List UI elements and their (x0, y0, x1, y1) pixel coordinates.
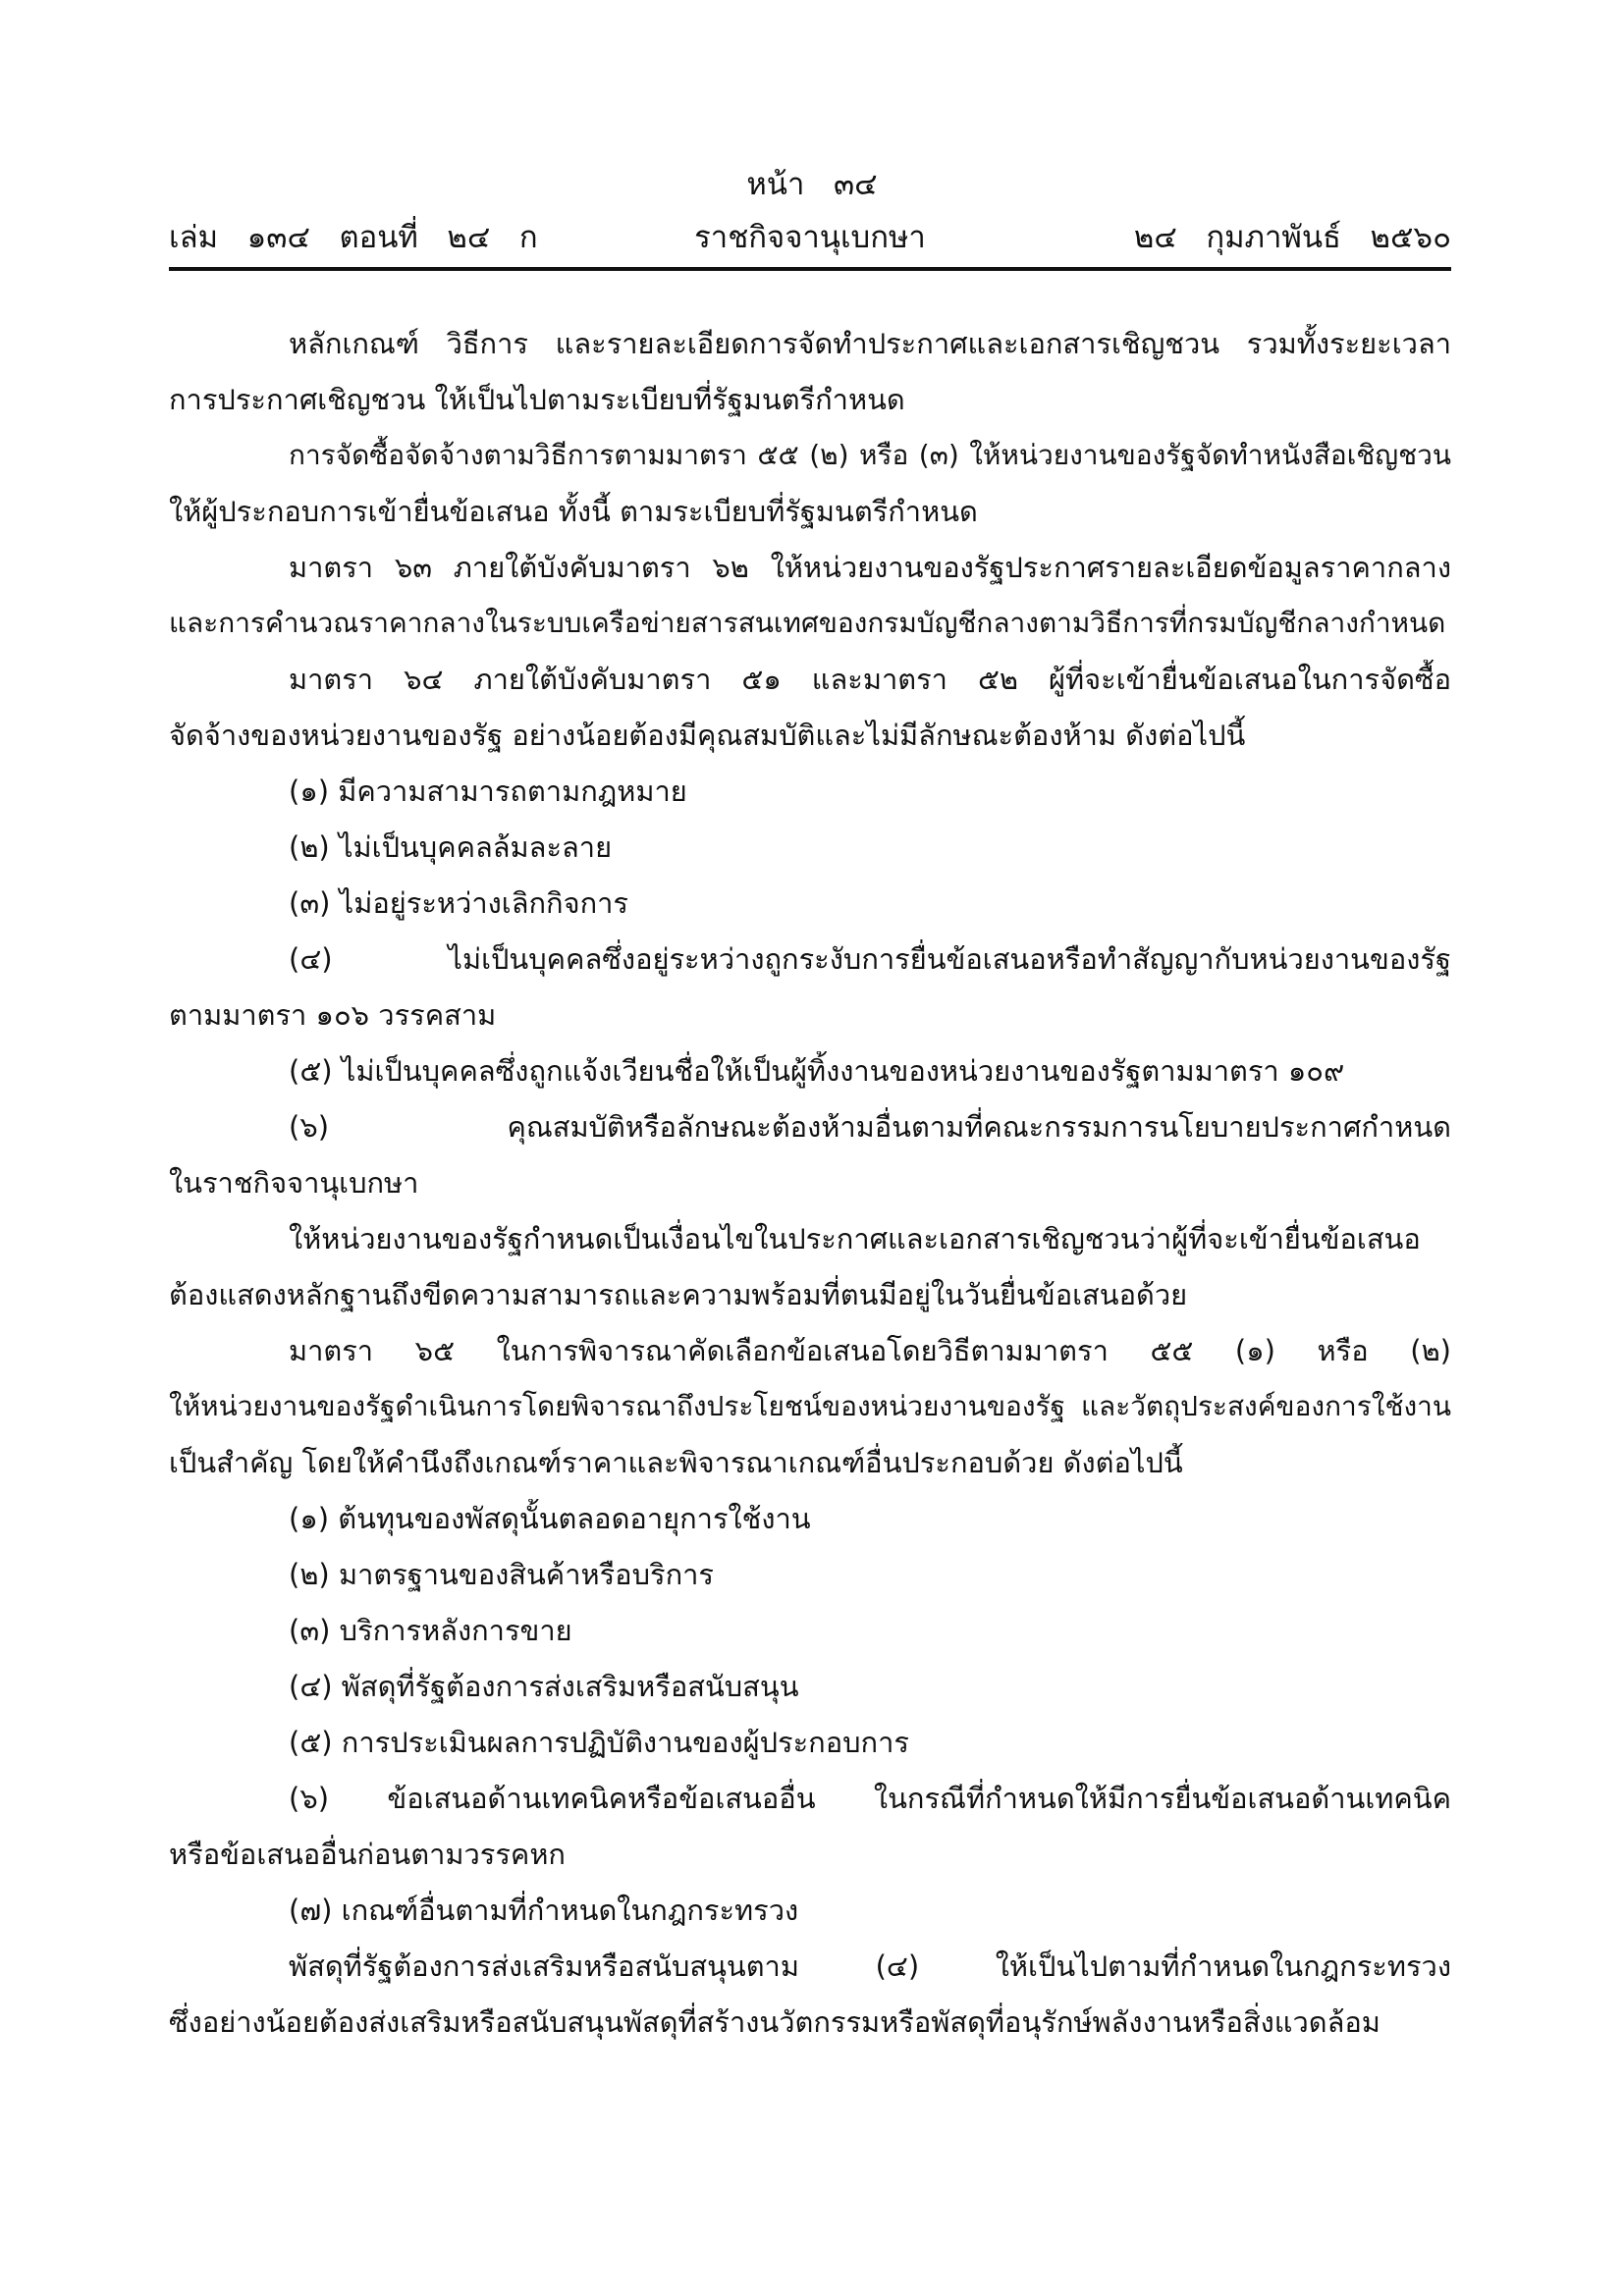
list-item: (๑) มีความสามารถตามกฎหมาย (289, 774, 687, 808)
section-63-line: มาตรา ๖๓ ภายใต้บังคับมาตรา ๖๒ ให้หน่วยงานของรัฐประกาศรายละเอียดข้อมูลราคากลาง (289, 551, 1451, 584)
body-line: และการคำนวณราคากลางในระบบเครือข่ายสารสนเทศของกรมบัญชีกลางตามวิธีการที่กรมบัญชีกลางกำหนด (169, 607, 1446, 639)
body-line: ในราชกิจจานุเบกษา (169, 1166, 419, 1200)
body-line: เป็นสำคัญ โดยให้คำนึงถึงเกณฑ์ราคาและพิจารณาเกณฑ์อื่นประกอบด้วย ดังต่อไปนี้ (169, 1446, 1183, 1479)
list-item: (๔) พัสดุที่รัฐต้องการส่งเสริมหรือสนับสนุน (289, 1670, 799, 1703)
body-line: การจัดซื้อจัดจ้างตามวิธีการตามมาตรา ๕๕ (๒) หรือ (๓) ให้หน่วยงานของรัฐจัดทำหนังสือเชิญชวน (289, 439, 1451, 471)
list-item: (๑) ต้นทุนของพัสดุนั้นตลอดอายุการใช้งาน (289, 1502, 811, 1535)
list-item: (๔) ไม่เป็นบุคคลซึ่งอยู่ระหว่างถูกระงับการยื่นข้อเสนอหรือทำสัญญากับหน่วยงานของรัฐ (289, 942, 1451, 976)
page-header (169, 218, 1451, 261)
body-line: การประกาศเชิญชวน ให้เป็นไปตามระเบียบที่รัฐมนตรีกำหนด (169, 383, 905, 416)
body-line: ให้หน่วยงานของรัฐดำเนินการโดยพิจารณาถึงประโยชน์ของหน่วยงานของรัฐ และวัตถุประสงค์ของการใช้งาน (169, 1390, 1451, 1422)
page-number: หน้า ๓๔ (746, 167, 878, 202)
document-body (169, 324, 1451, 2058)
list-item: (๒) มาตรฐานของสินค้าหรือบริการ (289, 1558, 715, 1591)
list-item: (๗) เกณฑ์อื่นตามที่กำหนดในกฎกระทรวง (289, 1894, 799, 1927)
list-item: (๒) ไม่เป็นบุคคลล้มละลาย (289, 830, 613, 864)
list-item: (๓) ไม่อยู่ระหว่างเลิกกิจการ (289, 886, 628, 920)
body-line: จัดจ้างของหน่วยงานของรัฐ อย่างน้อยต้องมีคุณสมบัติและไม่มีลักษณะต้องห้าม ดังต่อไปนี้ (169, 719, 1246, 752)
body-line: ให้หน่วยงานของรัฐกำหนดเป็นเงื่อนไขในประกาศและเอกสารเชิญชวนว่าผู้ที่จะเข้ายื่นข้อเสนอ (289, 1222, 1421, 1255)
section-65-line: มาตรา ๖๕ ในการพิจารณาคัดเลือกข้อเสนอโดยวิธีตามมาตรา ๕๕ (๑) หรือ (๒) (289, 1334, 1451, 1367)
body-line: ต้องแสดงหลักฐานถึงขีดความสามารถและความพร้อมที่ตนมีอยู่ในวันยื่นข้อเสนอด้วย (169, 1278, 1188, 1311)
body-line: หรือข้อเสนออื่นก่อนตามวรรคหก (169, 1838, 566, 1871)
section-64-line: มาตรา ๖๔ ภายใต้บังคับมาตรา ๕๑ และมาตรา ๕๒ ผู้ที่จะเข้ายื่นข้อเสนอในการจัดซื้อ (289, 663, 1451, 696)
publication-name: ราชกิจจานุเบกษา (694, 220, 926, 255)
publication-date: ๒๔ กุมภาพันธ์ ๒๕๖๐ (1133, 220, 1451, 255)
list-item: (๕) การประเมินผลการปฏิบัติงานของผู้ประกอบการ (289, 1726, 909, 1759)
list-item: (๕) ไม่เป็นบุคคลซึ่งถูกแจ้งเวียนชื่อให้เป็นผู้ทิ้งงานของหน่วยงานของรัฐตามมาตรา ๑๐๙ (289, 1054, 1345, 1088)
body-line: หลักเกณฑ์ วิธีการ และรายละเอียดการจัดทำประกาศและเอกสารเชิญชวน รวมทั้งระยะเวลา (289, 327, 1451, 360)
body-line: พัสดุที่รัฐต้องการส่งเสริมหรือสนับสนุนตาม (๔) ให้เป็นไปตามที่กำหนดในกฎกระทรวง (289, 1949, 1451, 1983)
header-divider (169, 267, 1451, 271)
volume-issue: เล่ม ๑๓๔ ตอนที่ ๒๔ ก (169, 220, 538, 255)
body-line: ซึ่งอย่างน้อยต้องส่งเสริมหรือสนับสนุนพัสดุที่สร้างนวัตกรรมหรือพัสดุที่อนุรักษ์พลังงานหรือสิ่งแวดล้อม (169, 2005, 1380, 2039)
list-item: (๓) บริการหลังการขาย (289, 1614, 572, 1647)
body-line: ให้ผู้ประกอบการเข้ายื่นข้อเสนอ ทั้งนี้ ตามระเบียบที่รัฐมนตรีกำหนด (169, 495, 978, 528)
list-item: (๖) ข้อเสนอด้านเทคนิคหรือข้อเสนออื่น ในกรณีที่กำหนดให้มีการยื่นข้อเสนอด้านเทคนิค (289, 1782, 1451, 1815)
body-line: ตามมาตรา ๑๐๖ วรรคสาม (169, 998, 497, 1032)
list-item: (๖) คุณสมบัติหรือลักษณะต้องห้ามอื่นตามที่คณะกรรมการนโยบายประกาศกำหนด (289, 1110, 1451, 1144)
